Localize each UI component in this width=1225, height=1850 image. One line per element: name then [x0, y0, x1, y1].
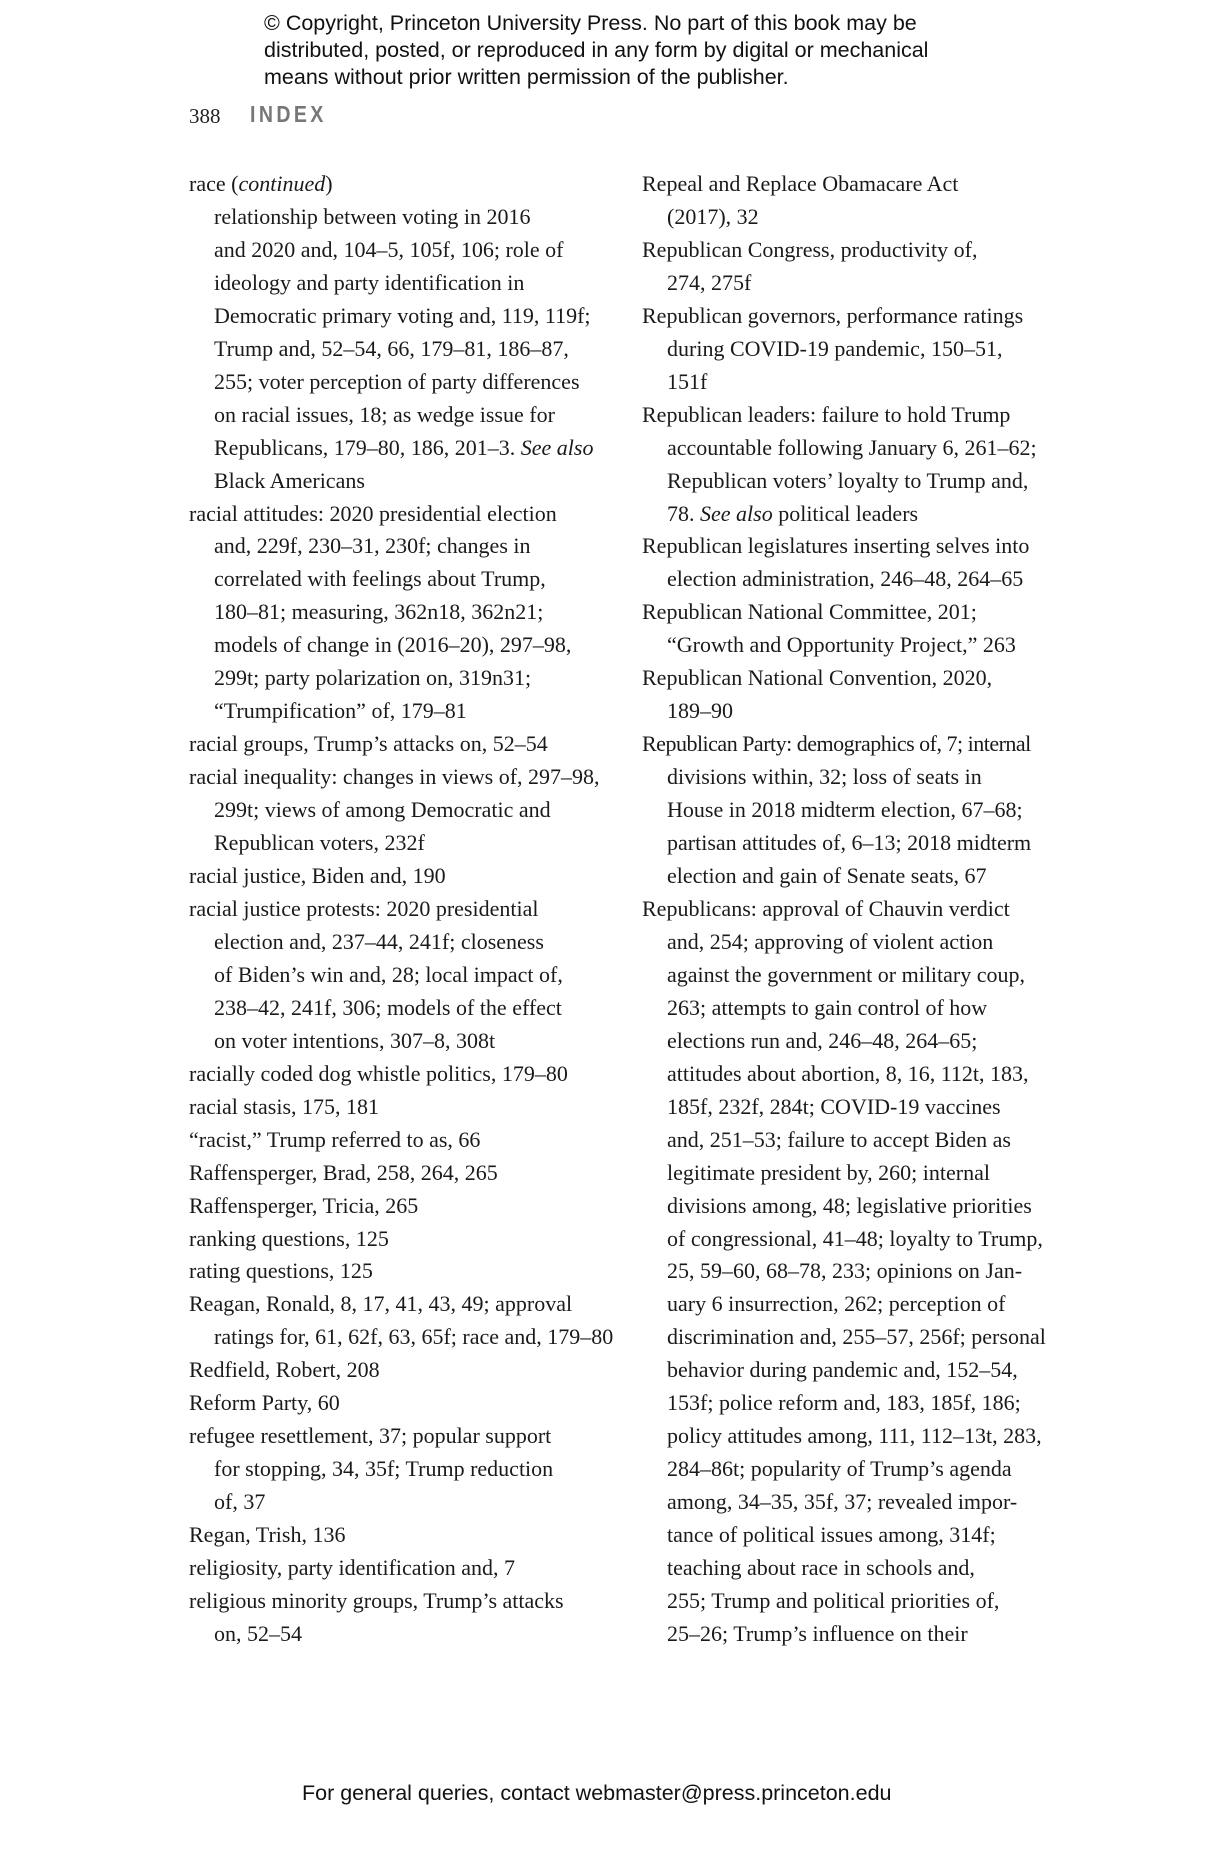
index-entry: [189, 1552, 613, 1585]
index-entry: [189, 761, 613, 860]
index-line: Republican governors, performance ratings: [642, 302, 1024, 328]
index-entry: [189, 1585, 613, 1651]
index-line: attitudes about abortion, 8, 16, 112t, 183,: [667, 1060, 1029, 1086]
index-line: Trump and, 52–54, 66, 179–81, 186–87,: [214, 335, 569, 361]
index-line: “Trumpification” of, 179–81: [214, 698, 467, 724]
index-entry: [642, 399, 1046, 531]
index-line: for stopping, 34, 35f; Trump reduction: [214, 1456, 554, 1482]
index-line: of congressional, 41–48; loyalty to Trump,: [667, 1225, 1043, 1251]
index-entry: [189, 498, 613, 729]
italic-text: See also: [520, 434, 594, 460]
index-entry: [189, 860, 613, 893]
index-entry: [189, 168, 613, 498]
index-entry: [642, 300, 1046, 399]
text-segment: 78.: [667, 500, 700, 526]
index-line: Reform Party, 60: [189, 1390, 340, 1416]
index-line: 263; attempts to gain control of how: [667, 994, 988, 1020]
index-line: Reagan, Ronald, 8, 17, 41, 43, 49; approval: [189, 1291, 573, 1317]
index-line: racial justice protests: 2020 presidential: [189, 895, 539, 921]
index-line: models of change in (2016–20), 297–98,: [214, 632, 572, 658]
index-line: 274, 275f: [667, 269, 752, 295]
index-line: Republican National Committee, 201;: [642, 599, 977, 625]
text-segment: political leaders: [772, 500, 919, 526]
index-line: and, 229f, 230–31, 230f; changes in: [214, 533, 531, 559]
index-line: on racial issues, 18; as wedge issue for: [214, 401, 555, 427]
italic-text: See also: [700, 500, 773, 526]
index-line: correlated with feelings about Trump,: [214, 566, 546, 592]
index-line: 299t; views of among Democratic and: [214, 797, 551, 823]
index-line: 299t; party polarization on, 319n31;: [214, 665, 532, 691]
index-entry: [189, 1091, 613, 1124]
index-line: 284–86t; popularity of Trump’s agenda: [667, 1456, 1012, 1482]
index-entry: [189, 1190, 613, 1223]
index-line: 238–42, 241f, 306; models of the effect: [214, 994, 562, 1020]
index-line: [189, 432, 613, 465]
index-line: Redfield, Robert, 208: [189, 1357, 380, 1383]
index-line: Democratic primary voting and, 119, 119f;: [214, 302, 591, 328]
index-line: “racist,” Trump referred to as, 66: [189, 1126, 481, 1152]
index-line: Republican National Convention, 2020,: [642, 665, 993, 691]
index-entry: [642, 662, 1046, 728]
index-entry: [189, 1255, 613, 1288]
index-line: 25–26; Trump’s influence on their: [667, 1620, 968, 1646]
index-line: on, 52–54: [214, 1620, 302, 1646]
index-line: election administration, 246–48, 264–65: [667, 566, 1024, 592]
index-line: and, 254; approving of violent action: [667, 928, 994, 954]
index-line: election and, 237–44, 241f; closeness: [214, 928, 544, 954]
index-line: racial inequality: changes in views of, 297–98,: [189, 764, 600, 790]
page-number: 388: [189, 104, 221, 128]
index-line: Republican Congress, productivity of,: [642, 236, 978, 262]
index-line: ranking questions, 125: [189, 1225, 389, 1251]
index-line: Republican voters’ loyalty to Trump and,: [667, 467, 1029, 493]
index-line: racial stasis, 175, 181: [189, 1093, 380, 1119]
index-column-right: [642, 168, 1046, 1651]
index-line: of, 37: [214, 1489, 266, 1515]
index-entry: [189, 1124, 613, 1157]
running-header: [189, 101, 327, 129]
index-line: policy attitudes among, 111, 112–13t, 283,: [667, 1423, 1042, 1449]
index-line: refugee resettlement, 37; popular support: [189, 1423, 552, 1449]
index-entry: [642, 728, 1046, 893]
index-line: [189, 168, 613, 201]
index-line: (2017), 32: [667, 203, 759, 229]
index-entry: [642, 234, 1046, 300]
index-entry: [189, 1354, 613, 1387]
index-line: 180–81; measuring, 362n18, 362n21;: [214, 599, 544, 625]
index-line: 255; Trump and political priorities of,: [667, 1587, 1000, 1613]
index-line: Raffensperger, Tricia, 265: [189, 1192, 419, 1218]
index-line: Regan, Trish, 136: [189, 1522, 346, 1548]
index-line: election and gain of Senate seats, 67: [667, 863, 987, 889]
index-line: 25, 59–60, 68–78, 233; opinions on Jan-: [667, 1258, 1023, 1284]
index-entry: [642, 893, 1046, 1651]
index-line: House in 2018 midterm election, 67–68;: [667, 797, 1023, 823]
index-line: 153f; police reform and, 183, 185f, 186;: [667, 1390, 1021, 1416]
index-entry: [189, 1519, 613, 1552]
index-line: accountable following January 6, 261–62;: [667, 434, 1037, 460]
index-line: Repeal and Replace Obamacare Act: [642, 171, 959, 196]
index-entry: [189, 1288, 613, 1354]
index-entry: [189, 893, 613, 1058]
index-line: racial attitudes: 2020 presidential election: [189, 500, 557, 526]
index-entry: [642, 530, 1046, 596]
index-line: religious minority groups, Trump’s attacks: [189, 1587, 564, 1613]
index-line: on voter intentions, 307–8, 308t: [214, 1027, 496, 1053]
text-segment: race (: [189, 171, 239, 196]
index-entry: [189, 728, 613, 761]
index-line: divisions within, 32; loss of seats in: [667, 764, 982, 790]
index-line: of Biden’s win and, 28; local impact of,: [214, 961, 563, 987]
index-line: ideology and party identification in: [214, 269, 525, 295]
index-line: ratings for, 61, 62f, 63, 65f; race and, 179–80: [214, 1324, 614, 1350]
index-line: Republican voters, 232f: [214, 830, 425, 856]
index-line: tance of political issues among, 314f;: [667, 1522, 996, 1548]
index-line: divisions among, 48; legislative priorities: [667, 1192, 1032, 1218]
index-line: discrimination and, 255–57, 256f; personal: [667, 1324, 1046, 1350]
footer-contact: For general queries, contact webmaster@press.princeton.edu: [302, 1781, 892, 1805]
copyright-line: means without prior written permission of the publisher.: [264, 65, 789, 89]
index-line: Black Americans: [214, 467, 365, 493]
index-line: Republicans: approval of Chauvin verdict: [642, 895, 1010, 921]
text-segment: ): [325, 171, 333, 196]
index-line: racially coded dog whistle politics, 179–80: [189, 1060, 568, 1086]
index-entry: [189, 1420, 613, 1519]
index-entry: [189, 1058, 613, 1091]
index-line: racial groups, Trump’s attacks on, 52–54: [189, 731, 548, 757]
index-line: Republican Party: demographics of, 7; internal: [642, 731, 1031, 757]
index-line: 151f: [667, 368, 708, 394]
text-segment: Republicans, 179–80, 186, 201–3.: [214, 434, 521, 460]
copyright-line: © Copyright, Princeton University Press. No part of this book may be: [264, 11, 917, 35]
index-line: elections run and, 246–48, 264–65;: [667, 1027, 978, 1053]
index-line: [642, 498, 1046, 531]
index-entry: [189, 1387, 613, 1420]
index-line: Raffensperger, Brad, 258, 264, 265: [189, 1159, 498, 1185]
copyright-notice: [264, 10, 928, 91]
index-line: relationship between voting in 2016: [214, 203, 531, 229]
index-line: “Growth and Opportunity Project,” 263: [667, 632, 1016, 658]
index-line: teaching about race in schools and,: [667, 1555, 975, 1581]
index-line: during COVID-19 pandemic, 150–51,: [667, 335, 1003, 361]
index-line: and, 251–53; failure to accept Biden as: [667, 1126, 1011, 1152]
index-line: racial justice, Biden and, 190: [189, 863, 446, 889]
index-line: uary 6 insurrection, 262; perception of: [667, 1291, 1006, 1317]
index-line: Republican legislatures inserting selves into: [642, 533, 1030, 559]
index-line: 255; voter perception of party differences: [214, 368, 580, 394]
index-line: and 2020 and, 104–5, 105f, 106; role of: [214, 236, 564, 262]
index-line: religiosity, party identification and, 7: [189, 1555, 516, 1581]
index-line: Republican leaders: failure to hold Trump: [642, 401, 1011, 427]
index-line: behavior during pandemic and, 152–54,: [667, 1357, 1018, 1383]
index-entry: [189, 1157, 613, 1190]
index-entry: [642, 596, 1046, 662]
index-line: rating questions, 125: [189, 1258, 373, 1284]
index-line: against the government or military coup,: [667, 961, 1026, 987]
index-entry: [642, 168, 1046, 234]
index-column-left: [189, 168, 613, 1651]
copyright-line: distributed, posted, or reproduced in any form by digital or mechanical: [264, 38, 929, 62]
index-entry: [189, 1223, 613, 1256]
index-line: legitimate president by, 260; internal: [667, 1159, 990, 1185]
index-line: partisan attitudes of, 6–13; 2018 midterm: [667, 830, 1032, 856]
index-line: 185f, 232f, 284t; COVID-19 vaccines: [667, 1093, 1001, 1119]
italic-text: continued: [238, 171, 326, 196]
index-line: among, 34–35, 35f, 37; revealed impor-: [667, 1489, 1018, 1515]
section-title: INDEX: [250, 101, 327, 127]
index-line: 189–90: [667, 698, 733, 724]
